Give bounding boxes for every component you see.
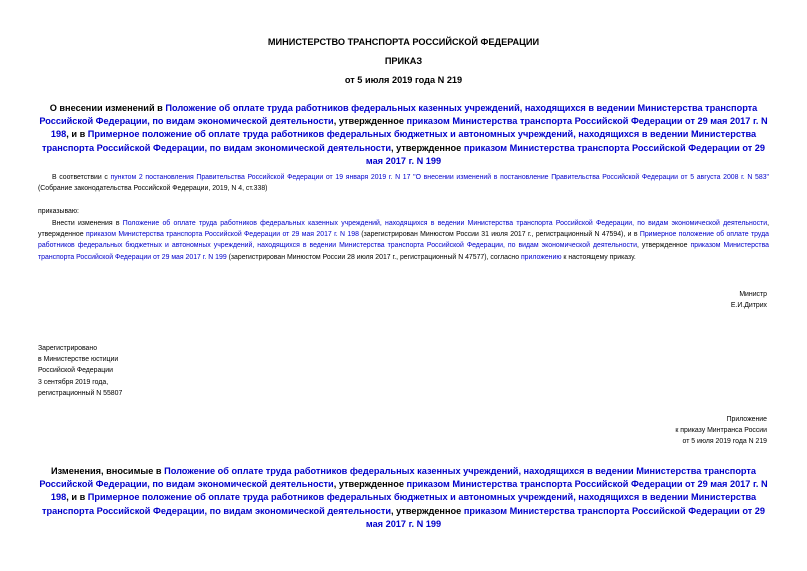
registration-line: регистрационный N 55807 [38,389,123,397]
preamble-paragraph [38,172,769,194]
signature-name: Е.И.Дитрих [730,302,767,310]
registration-line: 3 сентября 2019 года, [38,378,109,386]
preamble-link-resolution[interactable]: пунктом 2 постановления Правительства Российской Федерации от 19 января 2019 г. N 17 "О внесении изменений в постановление Правительства Российской Федерации от 5 августа 2008 г. N 583" [110,174,769,181]
order-link-order-199[interactable]: приказом Министерства транспорта Российской Федерации от 29 мая 2017 г. N 199 [38,242,769,261]
changes-title [38,465,769,531]
ministry-heading: МИНИСТЕРСТВО ТРАНСПОРТА РОССИЙСКОЙ ФЕДЕРАЦИИ [267,37,540,47]
changes-title-text: , утвержденное [391,505,464,516]
title-link-regulation-199[interactable]: Примерное положение об оплате труда работников федеральных бюджетных и автономных учреждений, находящихся в ведении Министерства транспорта Российской Федерации, по видам экономической деятельности [41,129,757,153]
registration-line: в Министерстве юстиции [38,356,119,364]
title-text: , утвержденное [333,116,407,127]
order-text: к настоящему приказу. [561,253,636,261]
preamble-text: В соответствии с [52,174,111,181]
order-link-regulation-199[interactable]: Примерное положение об оплате труда работников федеральных бюджетных и автономных учреждений, находящихся в ведении Министерства транспорта Российской Федерации, по видам экономической деятельности [38,231,769,250]
appendix-line: к приказу Минтранса России [675,427,767,435]
appendix-line: от 5 июля 2019 года N 219 [682,438,767,446]
title-text: О внесении изменений в [49,103,166,113]
order-text: , утвержденное [636,242,691,250]
signature-position: Министр [739,291,767,298]
title-text: , и в [66,129,88,140]
signature-block [567,289,767,311]
order-link-regulation-198[interactable]: Положение об оплате труда работников федеральных казенных учреждений, находящихся в ведении Министерства транспорта Российской Федерации, по видам экономической деятельности [122,220,768,227]
title-link-order-199[interactable]: приказом Министерства транспорта Российской Федерации от 29 мая 2017 г. N 199 [365,142,766,166]
changes-title-text: Изменения, вносимые в [50,466,165,476]
title-link-regulation-198[interactable]: Положение об оплате труда работников федеральных казенных учреждений, находящихся в ведении Министерства транспорта Российской Федерации, по видам экономической деятельности [39,103,758,127]
order-text: (зарегистрирован Минюстом России 28 июля 2017 г., регистрационный N 47577), согласно [226,253,521,261]
changes-title-text: , и в [66,492,88,503]
changes-link-order-199[interactable]: приказом Министерства транспорта Российской Федерации от 29 мая 2017 г. N 199 [365,505,766,529]
document-type: ПРИКАЗ [384,56,423,66]
order-body-paragraph [38,218,769,263]
registration-block [38,343,288,399]
changes-link-order-198[interactable]: приказом Министерства транспорта Российской Федерации от 29 мая 2017 г. N 198 [50,479,768,503]
order-text: , утвержденное [38,220,769,239]
order-text: Внести изменения в [52,220,123,227]
order-link-order-198[interactable]: приказом Министерства транспорта Российской Федерации от 29 мая 2017 г. N 198 [85,231,359,239]
order-word: приказываю: [38,208,79,215]
changes-link-regulation-199[interactable]: Примерное положение об оплате труда работников федеральных бюджетных и автономных учреждений, находящихся в ведении Министерства транспорта Российской Федерации, по видам экономической деятельности [41,492,757,516]
title-link-order-198[interactable]: приказом Министерства транспорта Российской Федерации от 29 мая 2017 г. N 198 [50,116,768,140]
registration-line: Зарегистрировано [38,345,98,352]
appendix-line: Приложение [726,416,767,423]
preamble-text: (Собрание законодательства Российской Федерации, 2019, N 4, ст.338) [38,185,268,193]
order-title [38,102,769,168]
appendix-block [517,414,767,448]
title-text: , утвержденное [391,142,464,153]
document-date-number: от 5 июля 2019 года N 219 [344,75,463,85]
order-link-appendix[interactable]: приложению [520,253,562,261]
changes-link-regulation-198[interactable]: Положение об оплате труда работников федеральных казенных учреждений, находящихся в ведении Министерства транспорта Российской Федерации, по видам экономической деятельности [39,466,757,490]
order-text: (зарегистрирован Минюстом России 31 июля 2017 г., регистрационный N 47594), и в [358,231,640,239]
registration-line: Российской Федерации [38,367,113,375]
changes-title-text: , утвержденное [333,479,407,490]
